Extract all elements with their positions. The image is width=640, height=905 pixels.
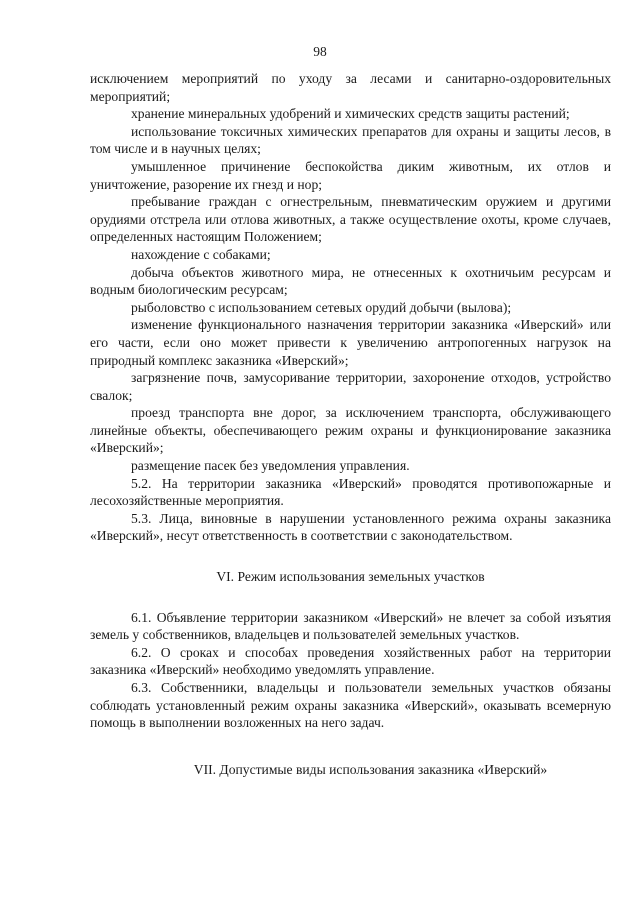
paragraph: использование токсичных химических препаратов для охраны и защиты лесов, в том числе и в научных целях; [90, 123, 611, 157]
section-heading-7: VII. Допустимые виды использования заказника «Иверский» [193, 761, 548, 777]
paragraph: хранение минеральных удобрений и химических средств защиты растений; [131, 106, 570, 122]
paragraph: 6.3. Собственники, владельцы и пользователи земельных участков обязаны соблюдать установленный режим охраны заказника «Иверский», оказывать всемерную помощь в выполнении возложенных на него задач. [90, 680, 611, 731]
paragraph: 5.3. Лица, виновные в нарушении установленного режима охраны заказника «Иверский», несут ответственность в соответствии с законодательством. [90, 510, 611, 544]
paragraph: исключением мероприятий по уходу за лесами и санитарно-оздоровительных мероприятий; [90, 71, 611, 104]
paragraph: размещение пасек без уведомления управления. [131, 458, 410, 474]
page-number: 98 [313, 44, 327, 59]
page-content [90, 70, 611, 778]
paragraph: изменение функционального назначения территории заказника «Иверский» или его части, если оно может привести к увеличению антропогенных нагрузок на природный комплекс заказника «Иверский»; [90, 317, 611, 368]
paragraph: проезд транспорта вне дорог, за исключением транспорта, обслуживающего линейные объекты, обеспечивающего режим охраны и функционирование заказника «Иверский»; [90, 405, 611, 456]
paragraph: 6.2. О сроках и способах проведения хозяйственных работ на территории заказника «Иверский» необходимо уведомлять управление. [90, 644, 611, 678]
paragraph: нахождение с собаками; [131, 246, 271, 262]
paragraph: умышленное причинение беспокойства диким животным, их отлов и уничтожение, разорение их гнезд и нор; [90, 158, 611, 192]
paragraph: 5.2. На территории заказника «Иверский» проводятся противопожарные и лесохозяйственные мероприятия. [90, 475, 611, 509]
paragraph: загрязнение почв, замусоривание территории, захоронение отходов, устройство свалок; [90, 370, 611, 403]
paragraph: рыболовство с использованием сетевых орудий добычи (вылова); [131, 299, 512, 315]
section-heading-6: VI. Режим использования земельных участков [216, 569, 485, 585]
paragraph: добыча объектов животного мира, не отнесенных к охотничьим ресурсам и водным биологическим ресурсам; [90, 264, 611, 298]
paragraph: 6.1. Объявление территории заказником «Иверский» не влечет за собой изъятия земель у собственников, владельцев и пользователей земельных участков. [90, 609, 611, 643]
paragraph: пребывание граждан с огнестрельным, пневматическим оружием и другими орудиями отстрела или отлова животных, а также осуществление охоты, кроме случаев, определенных настоящим Положением; [90, 194, 611, 245]
